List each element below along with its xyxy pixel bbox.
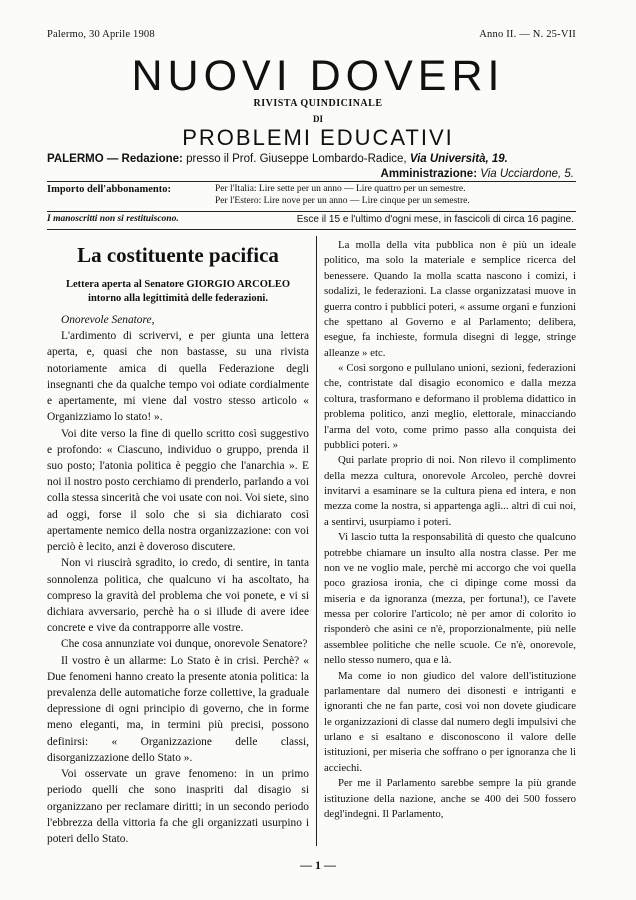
- paragraph: Qui parlate proprio di noi. Non rilevo il complimento della mezza cultura, onorevole Arcoleo, perchè dovrei invitarvi a esaminare se la cultura piena ed intera, e non mezza come la nostra, si appartenga agli... altri di cui noi, a sentirvi, usurpiamo i poteri.: [324, 454, 576, 528]
- masthead-di: DI: [312, 114, 323, 124]
- rule-bottom: [47, 229, 576, 230]
- manuscripts-note: I manoscritti non si restituiscono.: [47, 214, 179, 224]
- column-divider: [316, 236, 317, 846]
- subscription-italia: Per l'Italia: Lire sette per un anno — Lire quattro per un semestre.: [215, 184, 466, 194]
- paragraph: Voi osservate un grave fenomeno: in un primo periodo quelli che sono inaspriti dal disagio si organizzano per reclamare diritti; in un secondo periodo l'ebbrezza della vittoria fa che gli organizzati usurpino i poteri dello Stato.: [47, 768, 309, 845]
- paragraph: Non vi riuscirà sgradito, io credo, di sentire, in tanta sonnolenza politica, che qualcuno vi ha ascoltato, ha compreso la gravità del problema che voi ponete, e vi si dichiara avversario, perchè ha o si illude di avere idee concrete e vive da contrapporre alle vostre.: [47, 557, 309, 635]
- rule-middle: [47, 211, 576, 212]
- paragraph: Che cosa annunziate voi dunque, onorevole Senatore?: [61, 638, 308, 651]
- redazione-text: presso il Prof. Giuseppe Lombardo-Radice,: [186, 153, 407, 165]
- subscription-label: Importo dell'abbonamento:: [47, 184, 171, 195]
- article-subtitle-2: intorno alla legittimità delle federazioni.: [88, 293, 268, 304]
- paragraph: Voi dite verso la fine di quello scritto così suggestivo e profondo: « Ciascuno, individuo o gruppo, prenda il suo posto; l'atonia politica è peggio che l'anarchia ». E noi il nostro posto cerchiamo di prenderlo, parlando a voi colla stessa sincerità che voi usate con noi. Voi siete, sino ad oggi, forse il solo che si sia dichiarato così apertamente nemico della nostra organizzazione: con voi perciò è lecito, anzi è doveroso discutere.: [47, 427, 309, 554]
- redazione-line: [47, 153, 508, 165]
- paragraph: La molla della vita pubblica non è più un ideale politico, ma solo la materiale e semplice ricerca del benessere. Quando la molla scatta nascono i comizi, i sodalizi, le federazioni. La classe organizzatasi muove in guerra contro i pubblici poteri, « assume organi e funzioni che spettano al Governo e al Parlamento; delibera, esegue, fa inchieste, formula disegni di legge, stringe alleanze » etc.: [324, 239, 576, 359]
- masthead-title: NUOVI DOVERI: [131, 52, 505, 100]
- subscription-box: [47, 184, 576, 210]
- paragraph: Vi lascio tutta la responsabilità di questo che qualcuno potrebbe chiamare un insulto alla nostra classe. Per me non ve ne voglio male, perchè mi accorgo che voi quella poco graziosa ironia, che ci dipinge come mossi da miseria e da ignoranza (mezza, per fortuna!), ce l'avete messa per colorire l'articolo; nè per amor di colorito io risponderò che asini ce n'è, proporzionalmente, più nelle assemblee politiche che nelle scuole. Ce n'è, onorevole, nello stesso numero, qua e là.: [324, 531, 576, 667]
- issue-number: Anno II. — N. 25-VII: [479, 29, 576, 40]
- subscription-estero: Per l'Estero: Lire nove per un anno — Lire cinque per un semestre.: [215, 196, 470, 206]
- page-number: — 1 —: [300, 858, 336, 872]
- salutation: Onorevole Senatore,: [61, 314, 155, 326]
- rule-top: [47, 181, 576, 182]
- paragraph: L'ardimento di scrivervi, e per giunta una lettera aperta, e, quasi che non bastasse, su una rivista notoriamente amica di quella Federazione degli insegnanti che da qualche tempo voi odiate cordialmente e apertamente, mi viene dal vostro stesso articolo « Organizziamo lo stato! ».: [47, 330, 309, 424]
- frequency-note: Esce il 15 e l'ultimo d'ogni mese, in fascicoli di circa 16 pagine.: [296, 214, 574, 225]
- article-title: La costituente pacifica: [77, 243, 279, 267]
- paragraph: Il vostro è un allarme: Lo Stato è in crisi. Perchè? « Due fenomeni hanno creato la presente atonia politica: la prevalenza delle automatiche forze collettive, la graduale depressione di ogni principio di governo, che in forme meno eleganti, ma, in termini più precisi, possono definirsi: « Organizzazione delle classi, disorganizzazione dello Stato ».: [47, 654, 309, 764]
- article-column-1: [47, 238, 309, 847]
- article-subtitle-1: Lettera aperta al Senatore GIORGIO ARCOLEO: [65, 279, 291, 290]
- paragraph: Ma come io non giudico del valore dell'istituzione parlamentare dal numero dei disonesti e intriganti e ignoranti che ne fan parte, così voi non dovete giudicare le organizzazioni di classe dal numero degli impulsivi che urlano e si esaltano e disconoscono il valore delle istituzioni, per miseria che soffrano o per ignoranza che li acciechi.: [324, 669, 576, 774]
- article-column-2: [324, 238, 576, 822]
- masthead-subject: PROBLEMI EDUCATIVI: [182, 125, 454, 150]
- amministrazione-address: Via Ucciardone, 5.: [480, 168, 574, 180]
- amministrazione-label: Amministrazione:: [380, 168, 478, 180]
- amministrazione-line: [381, 168, 574, 180]
- masthead-subtitle: RIVISTA QUINDICINALE: [253, 98, 383, 109]
- redazione-label: PALERMO — Redazione:: [47, 153, 183, 165]
- redazione-address: Via Università, 19.: [409, 153, 508, 165]
- place-date: Palermo, 30 Aprile 1908: [47, 29, 155, 40]
- paragraph: Per me il Parlamento sarebbe sempre la più grande istituzione della nazione, anche se 400 dei 500 fossero degl'indegni. Il Parlamento,: [324, 777, 576, 820]
- paragraph: « Così sorgono e pullulano unioni, sezioni, federazioni che, contristate dal disagio economico e dalla mezza coltura, trasformano e deformano il problema didattico in problema politico, anzi meglio, elettorale, minacciando l'arma del voto, come primo passo alla conquista dei pubblici poteri. »: [324, 362, 576, 451]
